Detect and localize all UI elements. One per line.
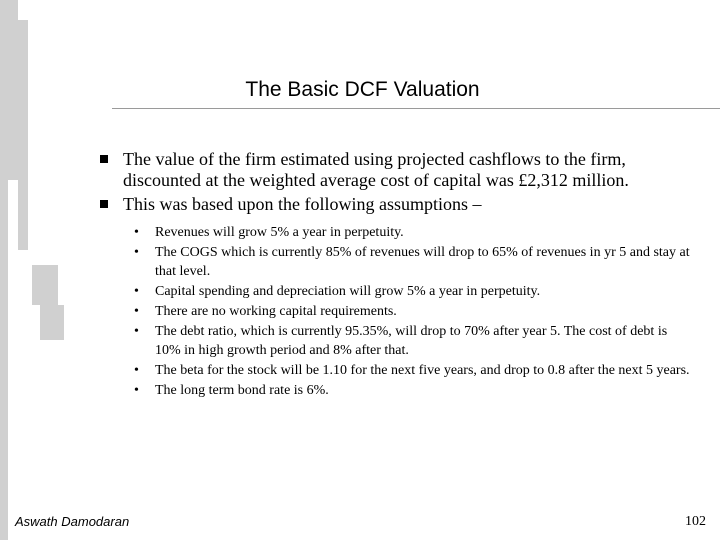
assumption-text: The debt ratio, which is currently 95.35%, will drop to 70% after year 5. The cost of debt is 10% in high growth period and 8% after that. [155, 324, 668, 358]
assumption-item [134, 322, 694, 360]
square-bullet-icon [100, 155, 108, 163]
assumption-text: The beta for the stock will be 1.10 for the next five years, and drop to 0.8 after the next 5 years. [155, 363, 690, 378]
main-bullet-text: This was based upon the following assumptions – [123, 194, 482, 214]
dot-bullet-icon: • [134, 245, 139, 260]
assumption-item [134, 243, 694, 281]
assumption-text: The long term bond rate is 6%. [155, 383, 329, 398]
assumption-item [134, 282, 694, 301]
assumption-text: Revenues will grow 5% a year in perpetuity. [155, 225, 404, 240]
title-rule [112, 108, 720, 109]
dot-bullet-icon: • [134, 284, 139, 299]
assumption-list [134, 223, 694, 401]
assumption-text: There are no working capital requirements. [155, 304, 397, 319]
decorative-bar-4 [32, 265, 58, 305]
main-bullet [98, 149, 698, 191]
assumption-item [134, 302, 694, 321]
dot-bullet-icon: • [134, 363, 139, 378]
dot-bullet-icon: • [134, 324, 139, 339]
page-number: 102 [685, 514, 706, 529]
slide-title: The Basic DCF Valuation [245, 78, 480, 101]
assumption-item [134, 361, 694, 380]
assumption-item [134, 381, 694, 400]
main-bullet-list [98, 149, 698, 218]
assumption-text: The COGS which is currently 85% of revenues will drop to 65% of revenues in yr 5 and stay at that level. [155, 245, 690, 279]
dot-bullet-icon: • [134, 383, 139, 398]
decorative-bar-3 [18, 20, 28, 250]
footer-author: Aswath Damodaran [15, 514, 130, 529]
dot-bullet-icon: • [134, 304, 139, 319]
dot-bullet-icon: • [134, 225, 139, 240]
main-bullet-text: The value of the firm estimated using projected cashflows to the firm, discounted at the weighted average cost of capital was £2,312 million. [123, 149, 629, 190]
assumption-item [134, 223, 694, 242]
main-bullet [98, 194, 698, 215]
assumption-text: Capital spending and depreciation will grow 5% a year in perpetuity. [155, 284, 541, 299]
decorative-bar-5 [40, 305, 64, 340]
square-bullet-icon [100, 200, 108, 208]
